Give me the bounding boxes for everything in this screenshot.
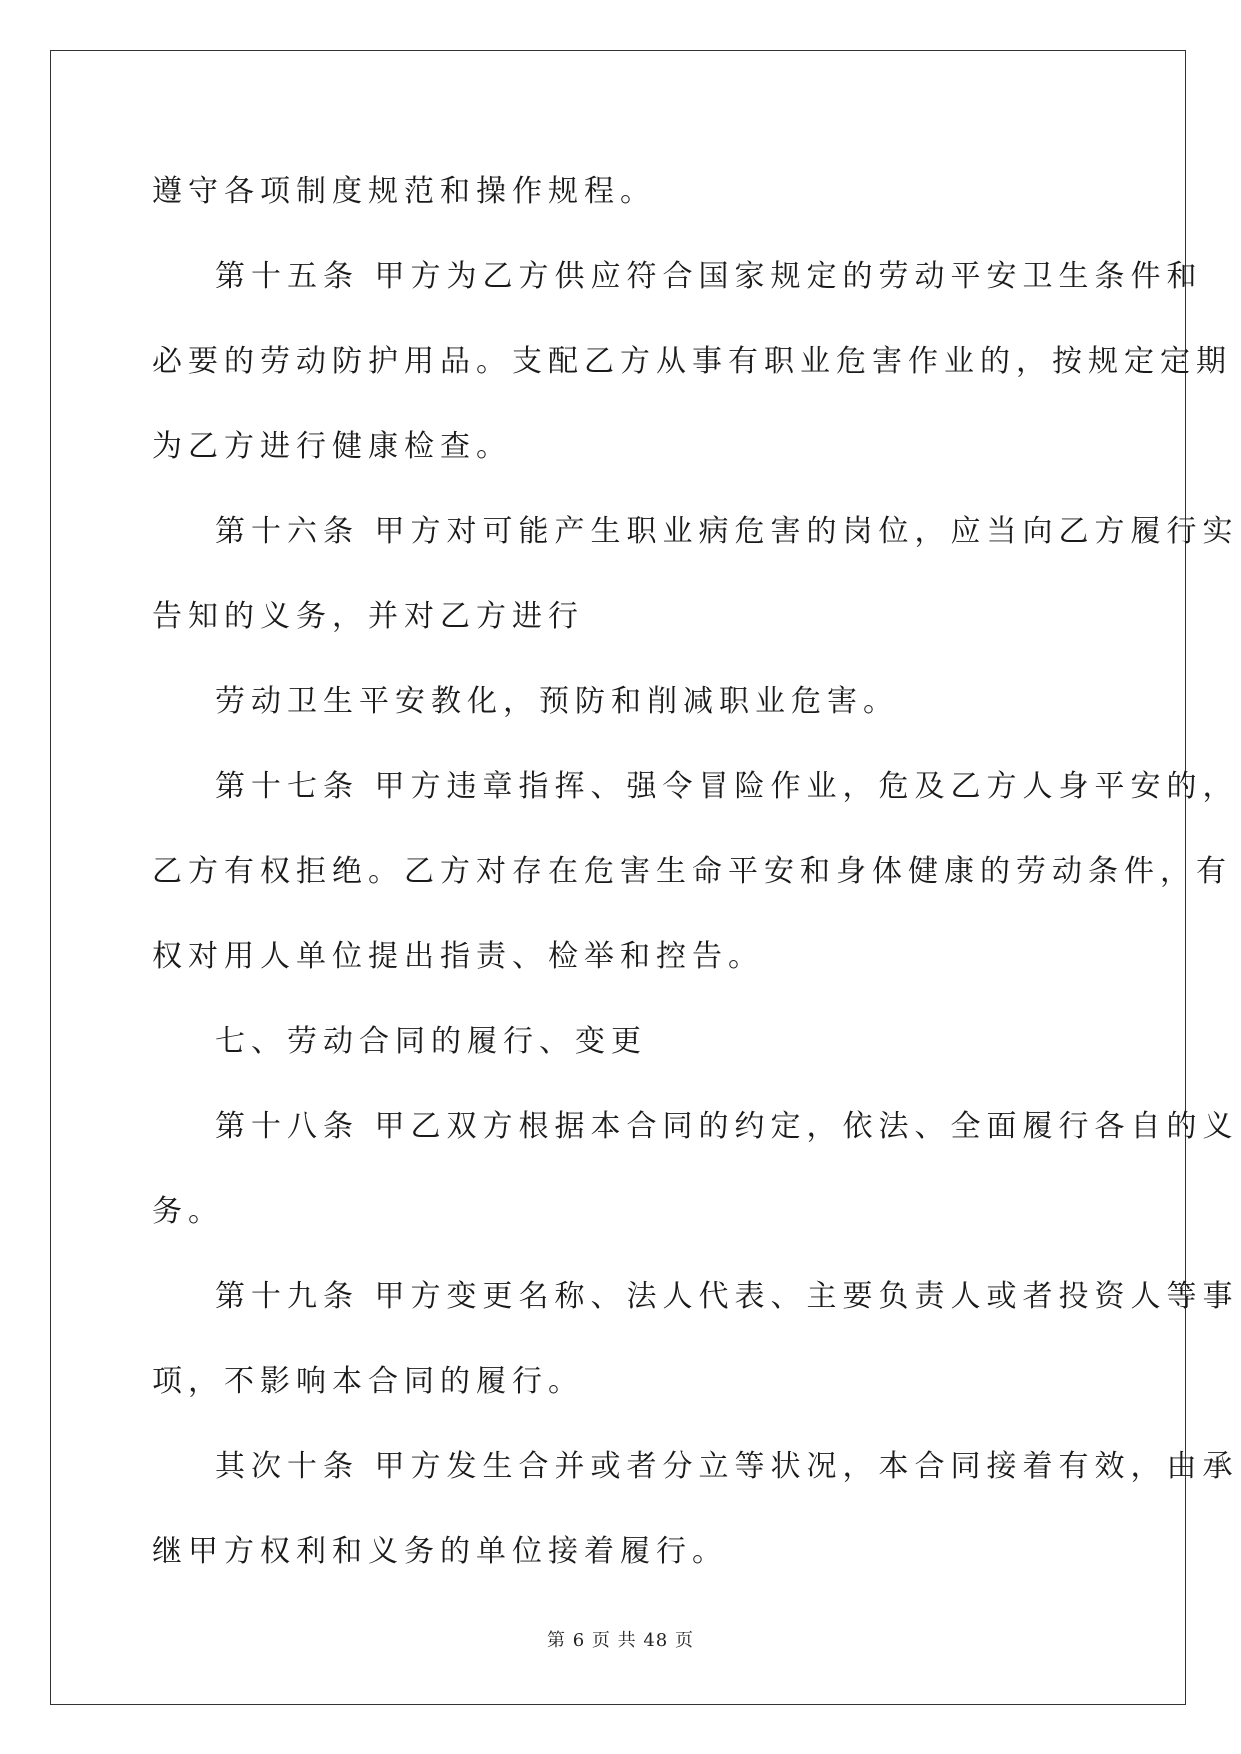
text-line: 第十六条 甲方对可能产生职业病危害的岗位，应当向乙方履行实 xyxy=(215,514,1239,549)
text-line: 必要的劳动防护用品。支配乙方从事有职业危害作业的，按规定定期 xyxy=(152,344,1232,379)
text-line: 务。 xyxy=(152,1194,224,1229)
text-line: 权对用人单位提出指责、检举和控告。 xyxy=(152,939,764,974)
section-heading: 七、劳动合同的履行、变更 xyxy=(215,1024,647,1059)
text-line: 其次十条 甲方发生合并或者分立等状况，本合同接着有效，由承 xyxy=(215,1449,1239,1484)
text-line: 劳动卫生平安教化，预防和削减职业危害。 xyxy=(215,684,899,719)
text-line: 第十八条 甲乙双方根据本合同的约定，依法、全面履行各自的义 xyxy=(215,1109,1239,1144)
text-line: 为乙方进行健康检查。 xyxy=(152,429,512,464)
text-line: 乙方有权拒绝。乙方对存在危害生命平安和身体健康的劳动条件，有 xyxy=(152,854,1232,889)
text-line: 项，不影响本合同的履行。 xyxy=(152,1364,584,1399)
page-number: 第 6 页 共 48 页 xyxy=(547,1630,694,1651)
text-line: 告知的义务，并对乙方进行 xyxy=(152,599,584,634)
text-line: 遵守各项制度规范和操作规程。 xyxy=(152,174,656,209)
text-line: 第十七条 甲方违章指挥、强令冒险作业，危及乙方人身平安的， xyxy=(215,769,1239,804)
text-line: 第十五条 甲方为乙方供应符合国家规定的劳动平安卫生条件和 xyxy=(215,259,1203,294)
text-line: 第十九条 甲方变更名称、法人代表、主要负责人或者投资人等事 xyxy=(215,1279,1239,1314)
text-line: 继甲方权利和义务的单位接着履行。 xyxy=(152,1534,728,1569)
